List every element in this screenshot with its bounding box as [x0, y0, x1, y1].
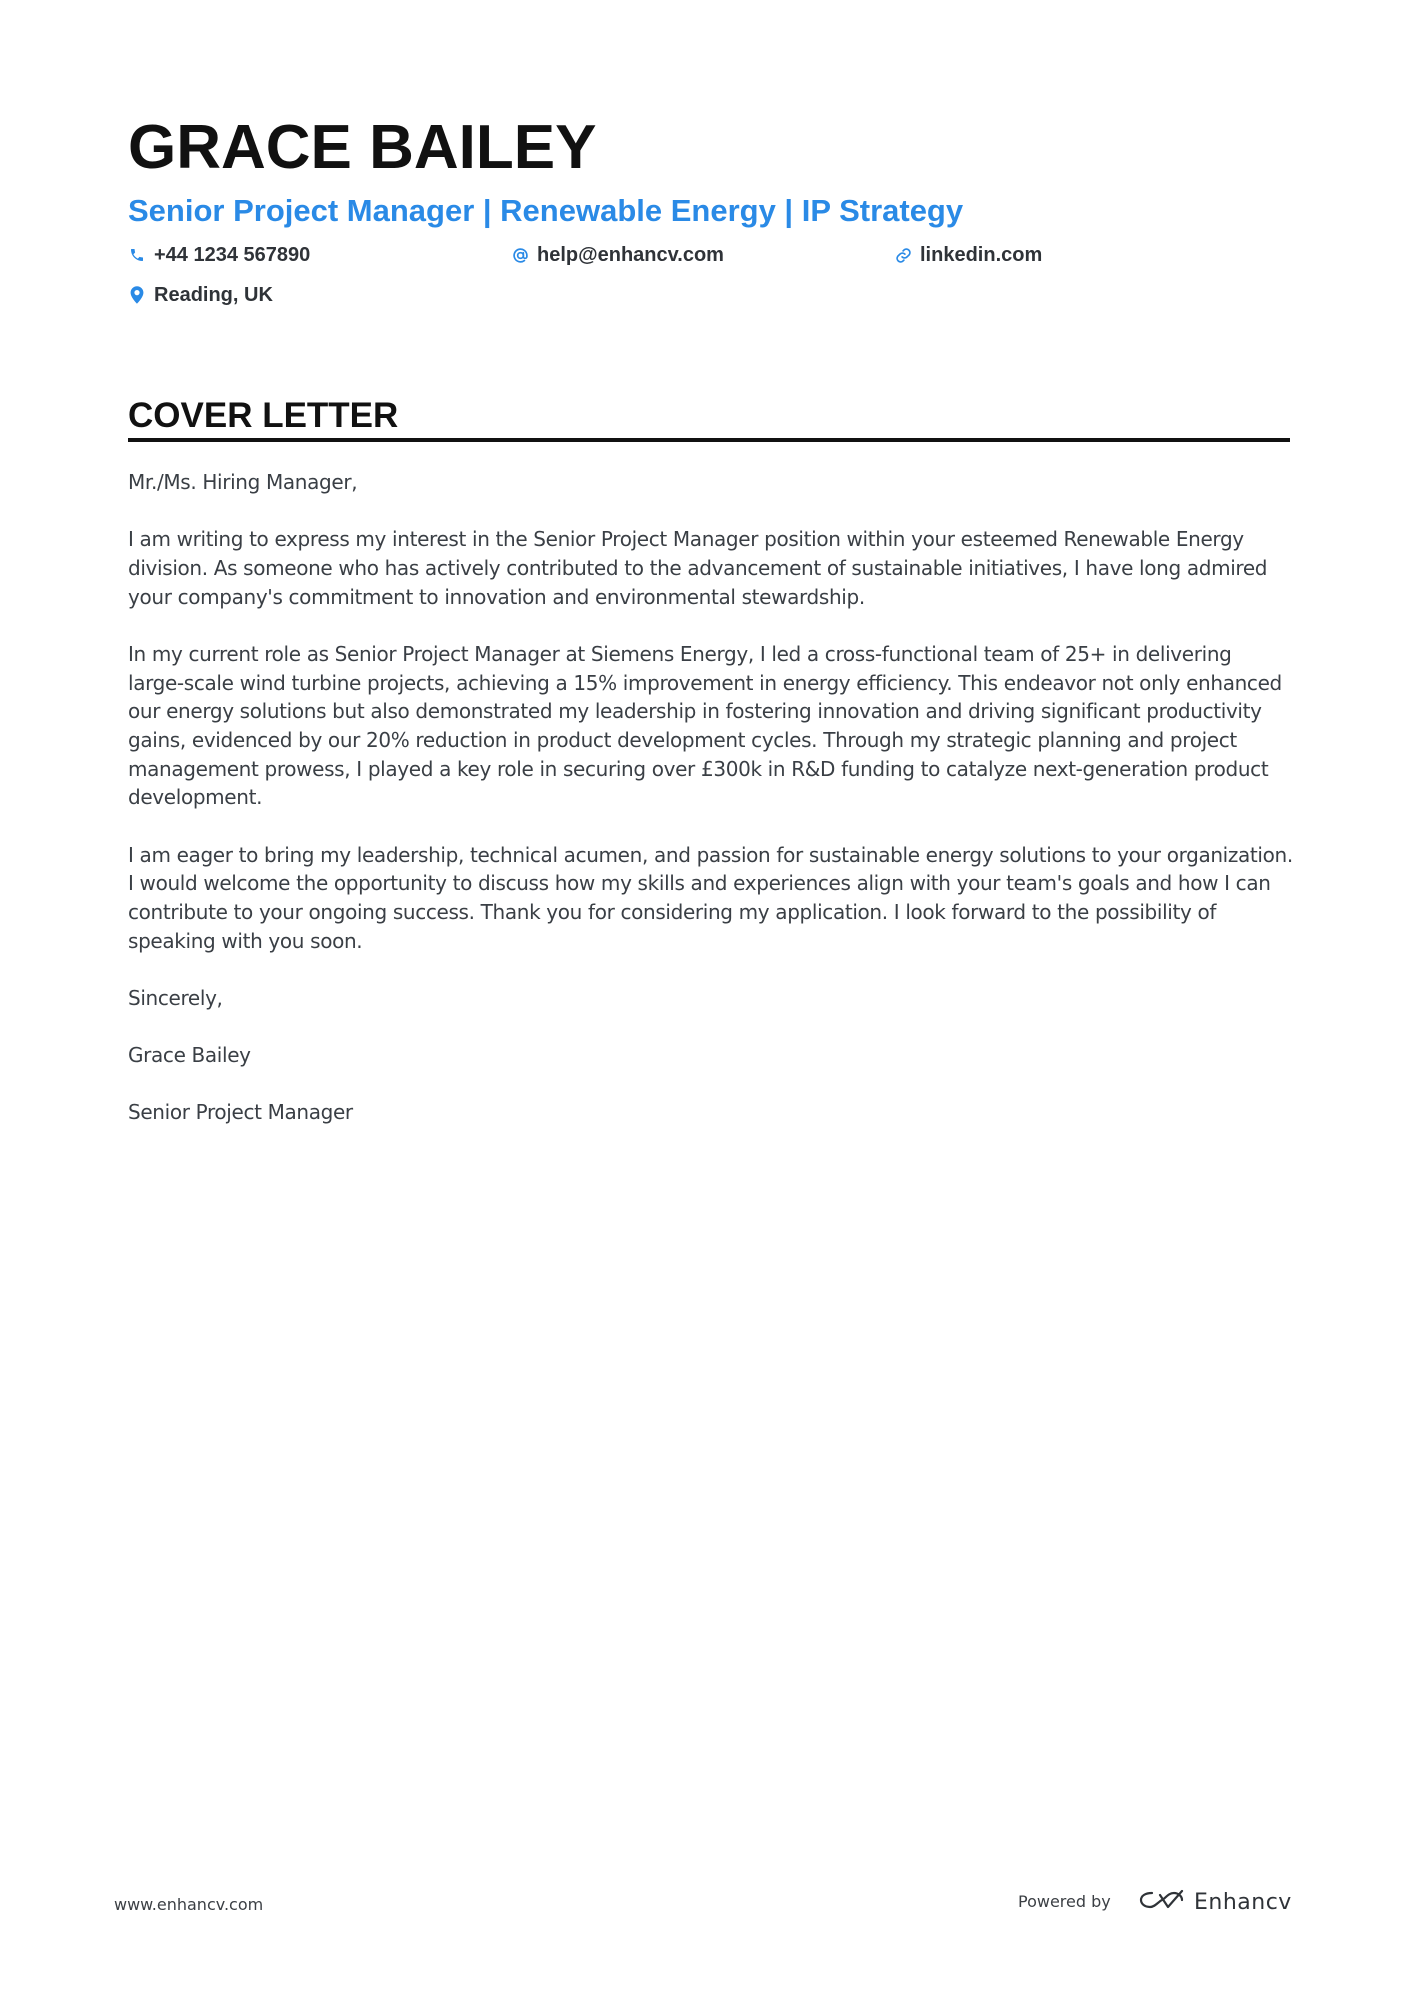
location-text: Reading, UK [154, 284, 273, 306]
candidate-headline: Senior Project Manager | Renewable Energy | IP Strategy [128, 193, 964, 228]
letter-paragraph-1: I am writing to express my interest in the Senior Project Manager position within your esteemed Renewable Energy division. As someone who has actively contributed to the advancement of sustainable initiatives, I have long admired your company's commitment to innovation and environmental stewardship. [128, 527, 1268, 609]
phone-text: +44 1234 567890 [154, 244, 311, 266]
candidate-name: GRACE BAILEY [128, 113, 597, 182]
contact-email [511, 242, 724, 268]
letter-body [128, 468, 1293, 1155]
letter-closing: Sincerely, [128, 985, 223, 1010]
letter-paragraph-3: I am eager to bring my leadership, technical acumen, and passion for sustainable energy solutions to your organization. I would welcome the opportunity to discuss how my skills and experiences align with your team's goals and how I can contribute to your ongoing success. Thank you for considering my application. I look forward to the possibility of speaking with you soon. [128, 842, 1293, 953]
section-title: COVER LETTER [128, 396, 399, 435]
email-text[interactable]: help@enhancv.com [537, 244, 724, 266]
location-pin-icon [128, 286, 146, 304]
letter-paragraph-2: In my current role as Senior Project Manager at Siemens Energy, I led a cross-functional team of 25+ in delivering large-scale wind turbine projects, achieving a 15% improvement in energy efficiency. This endeavor not only enhanced our energy solutions but also demonstrated my leadership in fostering innovation and driving significant productivity gains, evidenced by our 20% reduction in product development cycles. Through my strategic planning and project management prowess, I played a key role in securing over £300k in R&D funding to catalyze next-generation product development. [128, 641, 1282, 810]
signature-title: Senior Project Manager [128, 1100, 353, 1125]
link-icon [894, 246, 912, 264]
phone-icon [128, 246, 146, 264]
contact-linkedin [894, 242, 1042, 268]
linkedin-text[interactable]: linkedin.com [920, 244, 1043, 266]
signature-name: Grace Bailey [128, 1043, 251, 1068]
section-divider [128, 438, 1290, 442]
at-icon [511, 246, 529, 264]
contact-phone [128, 242, 310, 268]
enhancv-logo-icon [1138, 1887, 1186, 1918]
letter-greeting: Mr./Ms. Hiring Manager, [128, 470, 358, 494]
brand-logo[interactable] [1138, 1882, 1292, 1922]
contact-location [128, 282, 273, 308]
brand-name: Enhancv [1194, 1889, 1292, 1915]
footer-url[interactable]: www.enhancv.com [114, 1895, 264, 1914]
powered-by-label: Powered by [1018, 1892, 1111, 1911]
